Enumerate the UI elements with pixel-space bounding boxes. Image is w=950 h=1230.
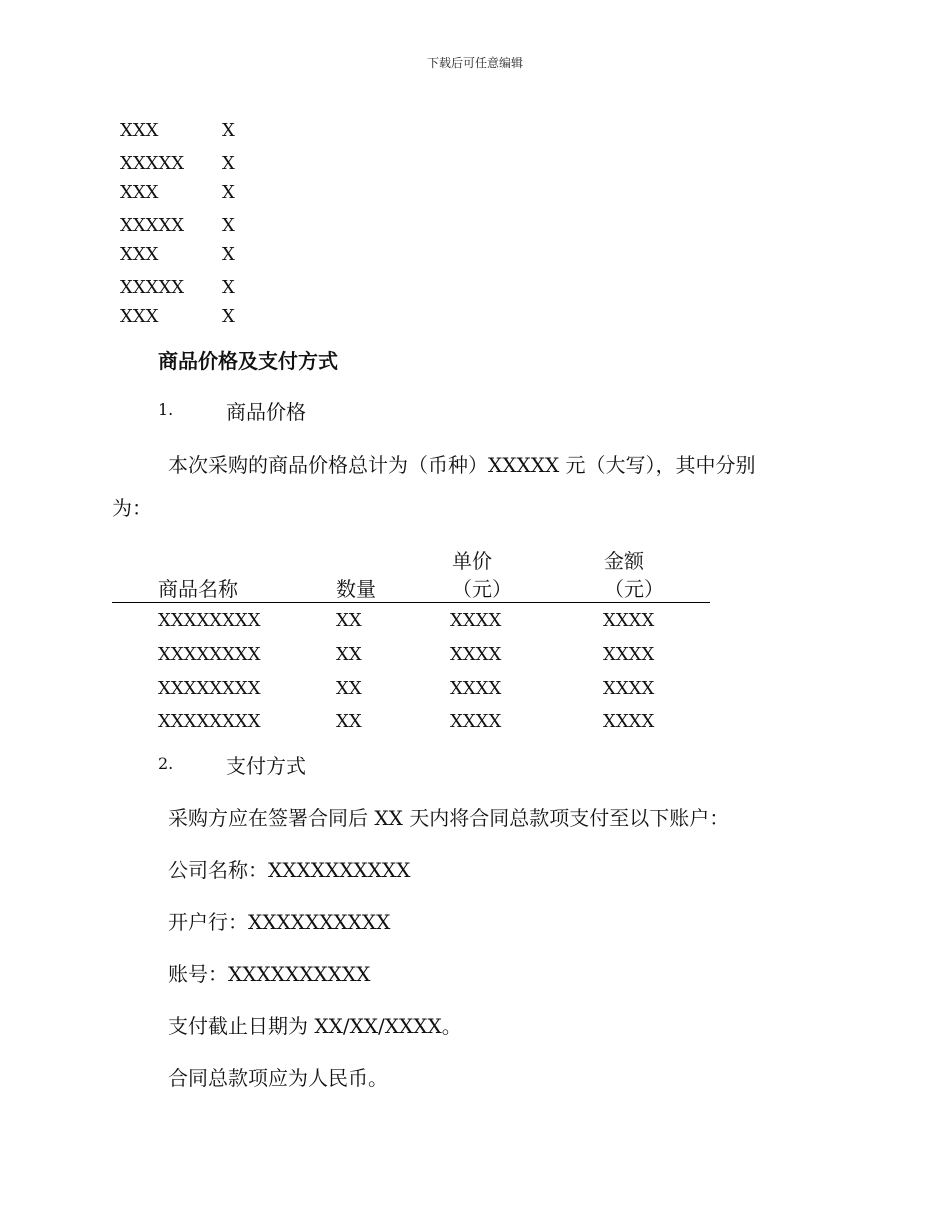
payment-line: 采购方应在签署合同后 XX 天内将合同总款项支付至以下账户： <box>168 806 730 830</box>
list-item-value: X <box>222 215 235 236</box>
cell-unit-price: XXXX <box>450 678 502 699</box>
section-title: 商品价格及支付方式 <box>158 349 338 373</box>
header-quantity: 数量 <box>336 577 376 601</box>
list-item-value: X <box>222 277 235 298</box>
cell-amount: XXXX <box>603 610 655 631</box>
payment-line: 开户行：XXXXXXXXXX <box>168 910 391 934</box>
cell-amount: XXXX <box>603 644 655 665</box>
cell-product-name: XXXXXXXX <box>158 711 261 732</box>
list-item-name: XXXXX <box>120 277 185 298</box>
header-product-name: 商品名称 <box>158 577 238 601</box>
cell-product-name: XXXXXXXX <box>158 644 261 665</box>
cell-quantity: XX <box>336 711 362 732</box>
list-item-value: X <box>222 153 235 174</box>
cell-unit-price: XXXX <box>450 610 502 631</box>
list-item-name: XXXXX <box>120 215 185 236</box>
cell-amount: XXXX <box>603 711 655 732</box>
header-amount-unit: （元） <box>604 577 664 601</box>
cell-product-name: XXXXXXXX <box>158 610 261 631</box>
subsection-number: 2. <box>158 754 174 773</box>
cell-quantity: XX <box>336 644 362 665</box>
subsection-number: 1. <box>158 400 174 419</box>
cell-unit-price: XXXX <box>450 711 502 732</box>
list-item-name: XXX <box>120 306 159 327</box>
list-item-name: XXX <box>120 182 159 203</box>
payment-line: 公司名称：XXXXXXXXXX <box>168 858 411 882</box>
list-item-name: XXX <box>120 244 159 265</box>
list-item-value: X <box>222 120 235 141</box>
subsection-title: 支付方式 <box>226 754 306 778</box>
cell-quantity: XX <box>336 610 362 631</box>
intro-paragraph-line: 为： <box>112 496 152 520</box>
cell-amount: XXXX <box>603 678 655 699</box>
cell-quantity: XX <box>336 678 362 699</box>
payment-line: 合同总款项应为人民币。 <box>168 1066 388 1090</box>
list-item-name: XXXXX <box>120 153 185 174</box>
header-amount: 金额 <box>604 549 644 573</box>
header-note: 下载后可任意编辑 <box>426 56 523 70</box>
payment-line: 支付截止日期为 XX/XX/XXXX。 <box>168 1014 462 1038</box>
cell-product-name: XXXXXXXX <box>158 678 261 699</box>
header-unit-price: 单价 <box>452 549 492 573</box>
cell-unit-price: XXXX <box>450 644 502 665</box>
list-item-name: XXX <box>120 120 159 141</box>
payment-line: 账号：XXXXXXXXXX <box>168 962 371 986</box>
list-item-value: X <box>222 244 235 265</box>
header-unit-price-unit: （元） <box>452 577 512 601</box>
list-item-value: X <box>222 306 235 327</box>
intro-paragraph-line: 本次采购的商品价格总计为（币种）XXXXX 元（大写），其中分别 <box>168 453 756 477</box>
list-item-value: X <box>222 182 235 203</box>
subsection-title: 商品价格 <box>226 400 306 424</box>
table-header-rule <box>112 602 710 603</box>
